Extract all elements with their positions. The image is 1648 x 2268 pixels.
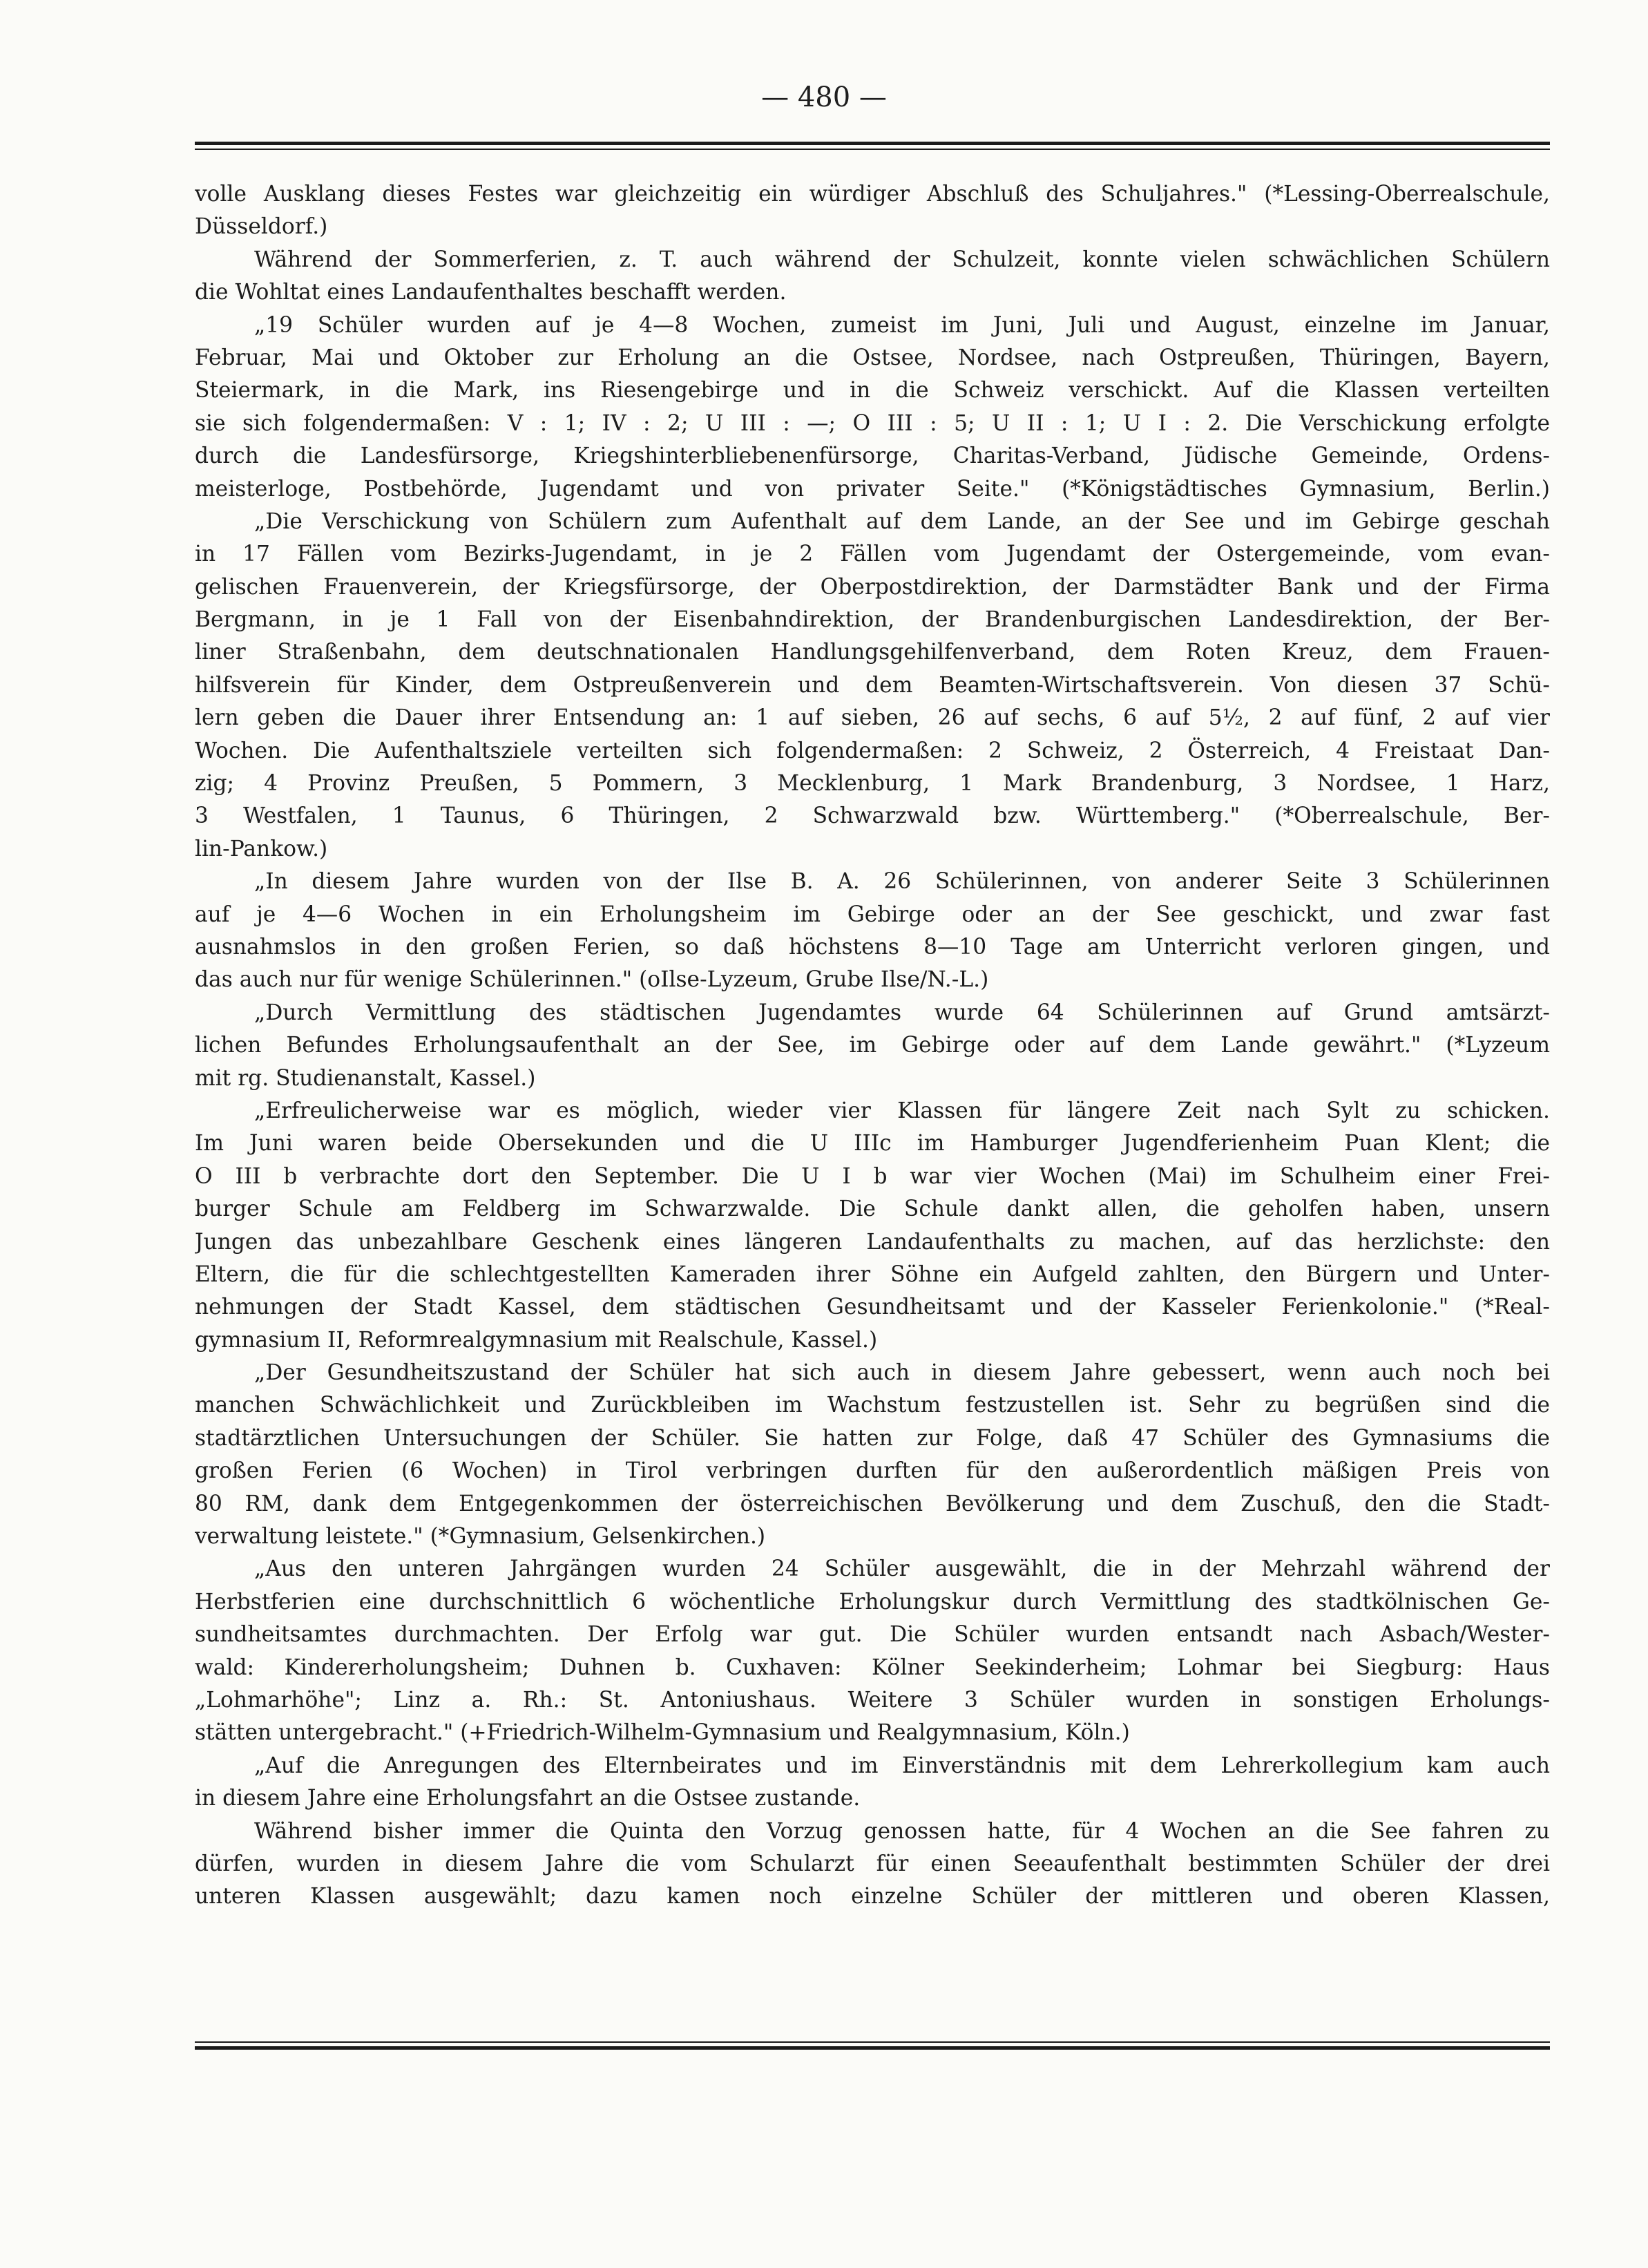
text-line: gymnasium II, Reformrealgymnasium mit Realschule, Kassel.) <box>195 1327 878 1353</box>
text-line: in 17 Fällen vom Bezirks-Jugendamt, in je 2 Fällen vom Jugendamt der Ostergemeinde, vom evan- <box>195 542 1550 567</box>
text-line: auf je 4—6 Wochen in ein Erholungsheim im Gebirge oder an der See geschickt, und zwar fast <box>195 902 1550 927</box>
text-line: gelischen Frauenverein, der Kriegsfürsorge, der Oberpostdirektion, der Darmstädter Bank und der Firma <box>195 574 1550 600</box>
text-line: sie sich folgendermaßen: V : 1; IV : 2; U III : —; O III : 5; U II : 1; U I : 2. Die Verschickung erfolgte <box>195 410 1550 436</box>
text-line: Im Juni waren beide Obersekunden und die U IIIc im Hamburger Jugendferienheim Puan Klent; die <box>195 1131 1550 1156</box>
text-line: Februar, Mai und Oktober zur Erholung an die Ostsee, Nordsee, nach Ostpreußen, Thüringen, Bayern, <box>195 345 1550 370</box>
text-line: „Durch Vermittlung des städtischen Jugendamtes wurde 64 Schülerinnen auf Grund amtsärzt- <box>254 1000 1550 1025</box>
header-rule-thin <box>195 149 1550 150</box>
text-line: O III b verbrachte dort den September. Die U I b war vier Wochen (Mai) im Schulheim einer Frei- <box>195 1163 1550 1189</box>
text-line: „Die Verschickung von Schülern zum Aufenthalt auf dem Lande, an der See und im Gebirge geschah <box>254 508 1550 534</box>
text-line: „Aus den unteren Jahrgängen wurden 24 Schüler ausgewählt, die in der Mehrzahl während der <box>254 1556 1550 1582</box>
text-line: Steiermark, in die Mark, ins Riesengebirge und in die Schweiz verschickt. Auf die Klassen verteilten <box>195 378 1550 403</box>
body-text <box>195 178 1550 1914</box>
text-line: volle Ausklang dieses Festes war gleichzeitig ein würdiger Abschluß des Schuljahres." (*Lessing-Oberrealschule, <box>195 182 1550 207</box>
text-line: hilfsverein für Kinder, dem Ostpreußenverein und dem Beamten-Wirtschaftsverein. Von diesen 37 Schü- <box>195 672 1550 698</box>
text-line: lern geben die Dauer ihrer Entsendung an: 1 auf sieben, 26 auf sechs, 6 auf 5½, 2 auf fünf, 2 auf vier <box>195 705 1550 731</box>
text-line: Während der Sommerferien, z. T. auch während der Schulzeit, konnte vielen schwächlichen Schülern <box>254 247 1550 272</box>
text-line: sundheitsamtes durchmachten. Der Erfolg war gut. Die Schüler wurden entsandt nach Asbach/Wester- <box>195 1622 1550 1648</box>
text-line: burger Schule am Feldberg im Schwarzwalde. Die Schule dankt allen, die geholfen haben, unsern <box>195 1197 1550 1222</box>
text-line: Wochen. Die Aufenthaltsziele verteilten sich folgendermaßen: 2 Schweiz, 2 Österreich, 4 Freistaat Dan- <box>195 738 1550 763</box>
text-line: verwaltung leistete." (*Gymnasium, Gelsenkirchen.) <box>195 1524 766 1550</box>
text-line: unteren Klassen ausgewählt; dazu kamen noch einzelne Schüler der mittleren und oberen Klassen, <box>195 1884 1550 1909</box>
text-line: „Der Gesundheitszustand der Schüler hat sich auch in diesem Jahre gebessert, wenn auch noch bei <box>254 1360 1550 1386</box>
text-line: „19 Schüler wurden auf je 4—8 Wochen, zumeist im Juni, Juli und August, einzelne im Januar, <box>254 312 1550 338</box>
text-line: 3 Westfalen, 1 Taunus, 6 Thüringen, 2 Schwarzwald bzw. Württemberg." (*Oberrealschule, Ber- <box>195 803 1550 829</box>
text-line: Jungen das unbezahlbare Geschenk eines längeren Landaufenthalts zu machen, auf das herzlichste: den <box>195 1229 1550 1255</box>
text-line: wald: Kindererholungsheim; Duhnen b. Cuxhaven: Kölner Seekinderheim; Lohmar bei Siegburg: Haus <box>195 1655 1550 1680</box>
text-line: nehmungen der Stadt Kassel, dem städtischen Gesundheitsamt und der Kasseler Ferienkolonie." (*Real- <box>195 1295 1550 1320</box>
text-line: „Auf die Anregungen des Elternbeirates und im Einverständnis mit dem Lehrerkollegium kam auch <box>254 1753 1550 1778</box>
text-line: lin-Pankow.) <box>195 836 328 861</box>
text-line: manchen Schwächlichkeit und Zurückbleiben im Wachstum festzustellen ist. Sehr zu begrüßen sind die <box>195 1393 1550 1418</box>
text-line: das auch nur für wenige Schülerinnen." (oIlse-Lyzeum, Grube Ilse/N.-L.) <box>195 967 989 993</box>
text-line: lichen Befundes Erholungsaufenthalt an der See, im Gebirge oder auf dem Lande gewährt." (*Lyzeum <box>195 1033 1550 1058</box>
text-line: mit rg. Studienanstalt, Kassel.) <box>195 1065 536 1091</box>
text-line: dürfen, wurden in diesem Jahre die vom Schularzt für einen Seeaufenthalt bestimmten Schüler der drei <box>195 1851 1550 1876</box>
page-number: — 480 — <box>761 82 887 113</box>
text-line: Düsseldorf.) <box>195 214 328 240</box>
text-line: stätten untergebracht." (+Friedrich-Wilhelm-Gymnasium und Realgymnasium, Köln.) <box>195 1720 1130 1746</box>
text-line: „Erfreulicherweise war es möglich, wieder vier Klassen für längere Zeit nach Sylt zu schicken. <box>254 1098 1550 1123</box>
text-line: Eltern, die für die schlechtgestellten Kameraden ihrer Söhne ein Aufgeld zahlten, den Bürgern und Unter- <box>195 1261 1550 1287</box>
text-line: stadtärztlichen Untersuchungen der Schüler. Sie hatten zur Folge, daß 47 Schüler des Gymnasiums die <box>195 1425 1550 1451</box>
text-line: großen Ferien (6 Wochen) in Tirol verbringen durften für den außerordentlich mäßigen Preis von <box>195 1458 1550 1484</box>
text-line: meisterloge, Postbehörde, Jugendamt und von privater Seite." (*Königstädtisches Gymnasium, Berlin.) <box>195 476 1550 502</box>
text-line: Während bisher immer die Quinta den Vorzug genossen hatte, für 4 Wochen an die See fahren zu <box>254 1818 1550 1844</box>
text-line: „Lohmarhöhe"; Linz a. Rh.: St. Antoniushaus. Weitere 3 Schüler wurden in sonstigen Erholungs- <box>195 1687 1550 1713</box>
text-line: liner Straßenbahn, dem deutschnationalen Handlungsgehilfenverband, dem Roten Kreuz, dem Frauen- <box>195 640 1550 665</box>
text-line: durch die Landesfürsorge, Kriegshinterbliebenenfürsorge, Charitas-Verband, Jüdische Gemeinde, Ordens- <box>195 444 1550 469</box>
text-line: zig; 4 Provinz Preußen, 5 Pommern, 3 Mecklenburg, 1 Mark Brandenburg, 3 Nordsee, 1 Harz, <box>195 771 1550 797</box>
header-rule-thick <box>195 142 1550 145</box>
footer-rule-thick <box>195 2046 1550 2050</box>
footer-rule-thin <box>195 2041 1550 2043</box>
text-line: die Wohltat eines Landaufenthaltes beschafft werden. <box>195 280 787 305</box>
text-line: ausnahmslos in den großen Ferien, so daß höchstens 8—10 Tage am Unterricht verloren gingen, und <box>195 934 1550 960</box>
text-line: „In diesem Jahre wurden von der Ilse B. A. 26 Schülerinnen, von anderer Seite 3 Schülerinnen <box>254 869 1550 895</box>
text-line: in diesem Jahre eine Erholungsfahrt an die Ostsee zustande. <box>195 1786 861 1811</box>
text-line: 80 RM, dank dem Entgegenkommen der österreichischen Bevölkerung und dem Zuschuß, den die Stadt- <box>195 1491 1550 1516</box>
text-line: Bergmann, in je 1 Fall von der Eisenbahndirektion, der Brandenburgischen Landesdirektion, der Ber- <box>195 607 1550 633</box>
text-line: Herbstferien eine durchschnittlich 6 wöchentliche Erholungskur durch Vermittlung des stadtkölnischen Ge- <box>195 1589 1550 1614</box>
